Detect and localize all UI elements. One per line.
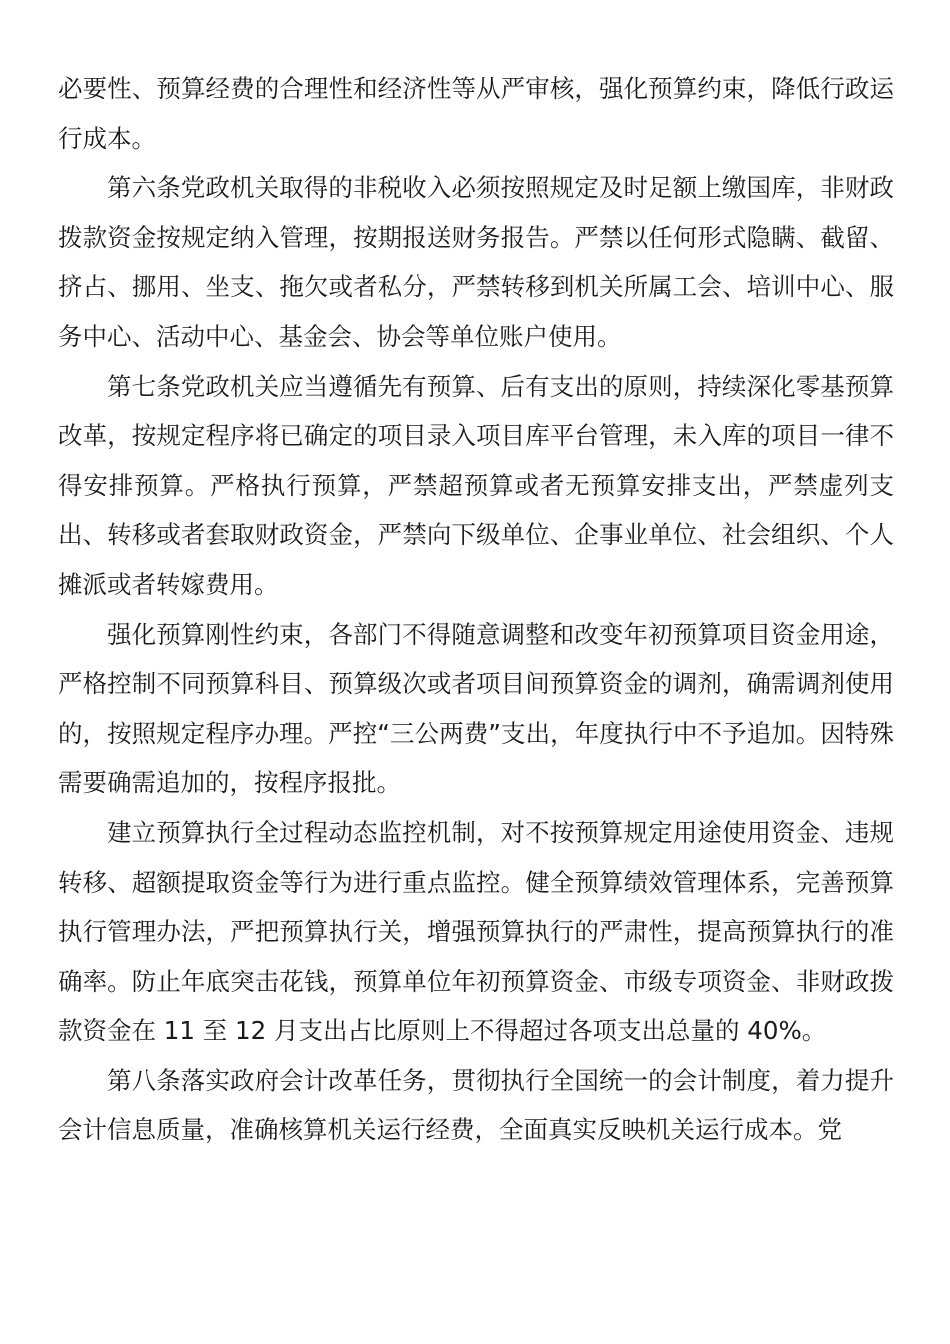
paragraph-continuation: 必要性、预算经费的合理性和经济性等从严审核，强化预算约束，降低行政运行成本。 <box>58 74 894 153</box>
document-body <box>58 64 894 1155</box>
paragraph-budget-constraint: 强化预算刚性约束，各部门不得随意调整和改变年初预算项目资金用途，严格控制不同预算科目、预算级次或者项目间预算资金的调剂，确需调剂使用的，按照规定程序办理。严控“三公两费”支出，年度执行中不予追加。因特殊需要确需追加的，按程序报批。 <box>58 619 894 798</box>
paragraph-article-6: 第六条党政机关取得的非税收入必须按照规定及时足额上缴国库，非财政拨款资金按规定纳入管理，按期报送财务报告。严禁以任何形式隐瞒、截留、挤占、挪用、坐支、拖欠或者私分，严禁转移到机关所属工会、培训中心、服务中心、活动中心、基金会、协会等单位账户使用。 <box>58 173 894 351</box>
paragraph-budget-monitoring: 建立预算执行全过程动态监控机制，对不按预算规定用途使用资金、违规转移、超额提取资金等行为进行重点监控。健全预算绩效管理体系，完善预算执行管理办法，严把预算执行关，增强预算执行的严肃性，提高预算执行的准确率。防止年底突击花钱，预算单位年初预算资金、市级专项资金、非财政拨款资金在 11 至 12 月支出占比原则上不得超过各项支出总量的 40%。 <box>58 817 894 1046</box>
paragraph-article-8: 第八条落实政府会计改革任务，贯彻执行全国统一的会计制度，着力提升会计信息质量，准确核算机关运行经费，全面真实反映机关运行成本。党 <box>58 1065 894 1145</box>
paragraph-article-7: 第七条党政机关应当遵循先有预算、后有支出的原则，持续深化零基预算改革，按规定程序将已确定的项目录入项目库平台管理，未入库的项目一律不得安排预算。严格执行预算，严禁超预算或者无预算安排支出，严禁虚列支出、转移或者套取财政资金，严禁向下级单位、企事业单位、社会组织、个人摊派或者转嫁费用。 <box>58 371 894 599</box>
